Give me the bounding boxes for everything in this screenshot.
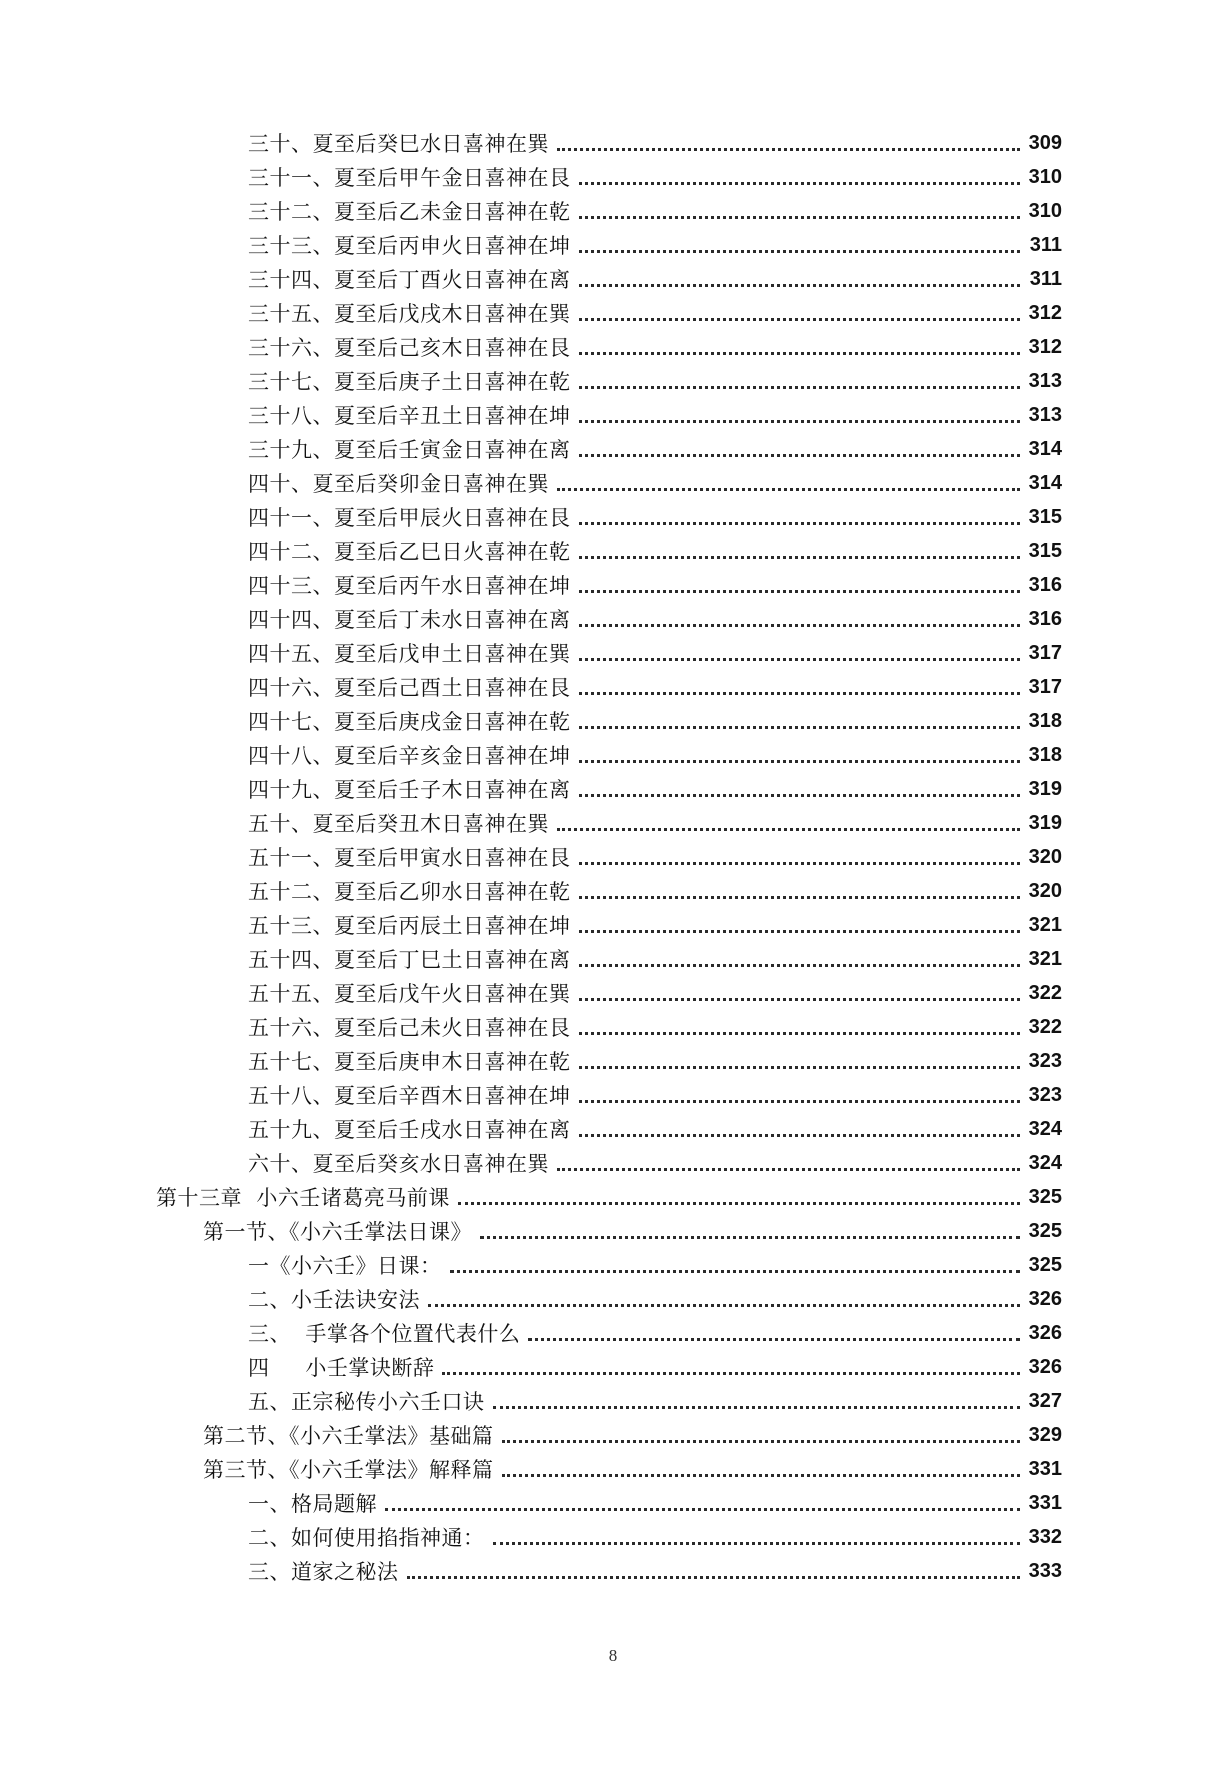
toc-entry-title: 五十七、夏至后庚申木日喜神在乾	[248, 1050, 571, 1074]
dot-leader	[557, 828, 1020, 831]
toc-entry[interactable]	[0, 262, 1226, 296]
toc-entry[interactable]	[0, 1486, 1226, 1520]
toc-entry-title: 四十三、夏至后丙午水日喜神在坤	[248, 574, 571, 598]
toc-entry-title: 三十八、夏至后辛丑土日喜神在坤	[248, 404, 571, 428]
toc-entry-page: 310	[1028, 165, 1062, 188]
dot-leader	[528, 1338, 1020, 1341]
toc-entry-title: 三十五、夏至后戊戌木日喜神在巽	[248, 302, 571, 326]
toc-entry-title: 二、如何使用掐指神通：	[248, 1526, 485, 1550]
toc-entry-page: 317	[1028, 641, 1062, 664]
dot-leader	[579, 216, 1021, 219]
toc-entry[interactable]	[0, 330, 1226, 364]
toc-entry-title: 五十八、夏至后辛酉木日喜神在坤	[248, 1084, 571, 1108]
dot-leader	[428, 1304, 1020, 1307]
toc-entry-page: 331	[1028, 1491, 1062, 1514]
dot-leader	[579, 930, 1021, 933]
dot-leader	[579, 454, 1021, 457]
toc-entry[interactable]	[0, 398, 1226, 432]
toc-entry[interactable]	[0, 1316, 1226, 1350]
dot-leader	[579, 250, 1021, 253]
toc-entry-title: 三十九、夏至后壬寅金日喜神在离	[248, 438, 571, 462]
toc-entry-title: 一《小六壬》日课：	[248, 1254, 442, 1278]
toc-entry-page: 321	[1028, 947, 1062, 970]
toc-entry[interactable]	[0, 636, 1226, 670]
toc-entry-page: 319	[1028, 811, 1062, 834]
toc-entry[interactable]	[0, 194, 1226, 228]
toc-entry-title: 三十四、夏至后丁酉火日喜神在离	[248, 268, 571, 292]
toc-entry-title: 五十二、夏至后乙卯水日喜神在乾	[248, 880, 571, 904]
toc-entry-page: 326	[1028, 1321, 1062, 1344]
toc-entry-title: 四十七、夏至后庚戌金日喜神在乾	[248, 710, 571, 734]
toc-entry-page: 320	[1028, 879, 1062, 902]
toc-entry[interactable]	[0, 1078, 1226, 1112]
toc-entry-title: 三十六、夏至后己亥木日喜神在艮	[248, 336, 571, 360]
toc-entry[interactable]	[0, 500, 1226, 534]
toc-entry-title: 三十一、夏至后甲午金日喜神在艮	[248, 166, 571, 190]
toc-entry[interactable]	[0, 908, 1226, 942]
toc-entry-page: 325	[1028, 1219, 1062, 1242]
toc-entry[interactable]	[0, 1180, 1226, 1214]
dot-leader	[385, 1508, 1020, 1511]
toc-entry-title: 第一节、《小六壬掌法日课》	[203, 1220, 472, 1244]
toc-entry[interactable]	[0, 1146, 1226, 1180]
toc-entry-title: 三十二、夏至后乙未金日喜神在乾	[248, 200, 571, 224]
toc-entry-title: 第二节、《小六壬掌法》基础篇	[203, 1424, 494, 1448]
toc-entry[interactable]	[0, 874, 1226, 908]
toc-entry[interactable]	[0, 1010, 1226, 1044]
toc-entry-page: 309	[1028, 131, 1062, 154]
toc-entry-title: 四十九、夏至后壬子木日喜神在离	[248, 778, 571, 802]
toc-entry-title: 四 小壬掌诀断辞	[248, 1356, 435, 1380]
dot-leader	[579, 760, 1021, 763]
toc-entry-page: 318	[1028, 709, 1062, 732]
toc-entry[interactable]	[0, 1112, 1226, 1146]
toc-entry-title: 五十、夏至后癸丑木日喜神在巽	[248, 812, 549, 836]
dot-leader	[579, 1032, 1021, 1035]
toc-entry-title: 三十七、夏至后庚子土日喜神在乾	[248, 370, 571, 394]
toc-entry-page: 312	[1028, 301, 1062, 324]
toc-entry-title: 四十、夏至后癸卯金日喜神在巽	[248, 472, 549, 496]
toc-entry-title: 三、道家之秘法	[248, 1560, 399, 1584]
dot-leader	[579, 964, 1021, 967]
toc-entry[interactable]	[0, 602, 1226, 636]
toc-entry[interactable]	[0, 1554, 1226, 1588]
toc-entry[interactable]	[0, 364, 1226, 398]
dot-leader	[579, 862, 1021, 865]
toc-entry-page: 325	[1028, 1253, 1062, 1276]
toc-entry-title: 五十一、夏至后甲寅水日喜神在艮	[248, 846, 571, 870]
dot-leader	[579, 590, 1021, 593]
dot-leader	[579, 1066, 1021, 1069]
dot-leader	[579, 896, 1021, 899]
table-of-contents	[0, 126, 1226, 1588]
toc-entry[interactable]	[0, 1248, 1226, 1282]
toc-entry-page: 317	[1028, 675, 1062, 698]
dot-leader	[502, 1474, 1021, 1477]
dot-leader	[493, 1406, 1021, 1409]
toc-entry-title: 四十二、夏至后乙巳日火喜神在乾	[248, 540, 571, 564]
toc-entry-page: 311	[1029, 233, 1062, 256]
toc-entry-page: 314	[1028, 437, 1062, 460]
toc-entry-title: 五、正宗秘传小六壬口诀	[248, 1390, 485, 1414]
toc-entry-title: 一、格局题解	[248, 1492, 377, 1516]
toc-entry[interactable]	[0, 1214, 1226, 1248]
toc-entry-page: 314	[1028, 471, 1062, 494]
toc-entry-title: 五十三、夏至后丙辰土日喜神在坤	[248, 914, 571, 938]
dot-leader	[579, 284, 1021, 287]
toc-entry-title: 六十、夏至后癸亥水日喜神在巽	[248, 1152, 549, 1176]
toc-entry[interactable]	[0, 1520, 1226, 1554]
dot-leader	[442, 1372, 1020, 1375]
toc-entry-title: 三、 手掌各个位置代表什么	[248, 1322, 521, 1346]
toc-entry[interactable]	[0, 126, 1226, 160]
dot-leader	[579, 726, 1021, 729]
toc-entry-title: 五十五、夏至后戊午火日喜神在巽	[248, 982, 571, 1006]
dot-leader	[579, 624, 1021, 627]
toc-entry-page: 331	[1028, 1457, 1062, 1480]
toc-entry[interactable]	[0, 840, 1226, 874]
dot-leader	[579, 692, 1021, 695]
toc-entry-title: 第十三章 小六壬诸葛亮马前课	[156, 1186, 450, 1210]
toc-entry-title: 三十、夏至后癸巳水日喜神在巽	[248, 132, 549, 156]
toc-entry[interactable]	[0, 976, 1226, 1010]
dot-leader	[502, 1440, 1021, 1443]
toc-entry[interactable]	[0, 738, 1226, 772]
toc-entry[interactable]	[0, 1350, 1226, 1384]
dot-leader	[493, 1542, 1021, 1545]
toc-entry[interactable]	[0, 228, 1226, 262]
dot-leader	[557, 1168, 1020, 1171]
dot-leader	[458, 1202, 1020, 1205]
toc-entry-page: 313	[1028, 403, 1062, 426]
toc-entry-title: 三十三、夏至后丙申火日喜神在坤	[248, 234, 571, 258]
toc-entry[interactable]	[0, 1384, 1226, 1418]
dot-leader	[579, 182, 1021, 185]
toc-entry-page: 327	[1028, 1389, 1062, 1412]
dot-leader	[579, 318, 1021, 321]
toc-entry-page: 322	[1028, 981, 1062, 1004]
toc-entry[interactable]	[0, 670, 1226, 704]
toc-entry-page: 329	[1028, 1423, 1062, 1446]
dot-leader	[579, 352, 1021, 355]
toc-entry[interactable]	[0, 806, 1226, 840]
dot-leader	[579, 658, 1021, 661]
dot-leader	[480, 1236, 1020, 1239]
toc-entry-page: 310	[1028, 199, 1062, 222]
toc-entry[interactable]	[0, 704, 1226, 738]
dot-leader	[579, 1134, 1021, 1137]
dot-leader	[407, 1576, 1021, 1579]
dot-leader	[579, 1100, 1021, 1103]
toc-entry-page: 316	[1028, 607, 1062, 630]
toc-entry-page: 315	[1028, 539, 1062, 562]
toc-entry[interactable]	[0, 432, 1226, 466]
toc-entry-page: 316	[1028, 573, 1062, 596]
toc-entry-page: 321	[1028, 913, 1062, 936]
dot-leader	[579, 386, 1021, 389]
toc-entry-page: 319	[1028, 777, 1062, 800]
toc-entry-page: 318	[1028, 743, 1062, 766]
toc-entry[interactable]	[0, 534, 1226, 568]
toc-entry[interactable]	[0, 1452, 1226, 1486]
toc-entry-page: 312	[1028, 335, 1062, 358]
toc-entry-title: 四十一、夏至后甲辰火日喜神在艮	[248, 506, 571, 530]
toc-entry[interactable]	[0, 942, 1226, 976]
dot-leader	[579, 522, 1021, 525]
toc-entry[interactable]	[0, 160, 1226, 194]
toc-entry-page: 325	[1028, 1185, 1062, 1208]
toc-entry-title: 四十六、夏至后己酉土日喜神在艮	[248, 676, 571, 700]
toc-entry-title: 第三节、《小六壬掌法》解释篇	[203, 1458, 494, 1482]
toc-entry-title: 五十四、夏至后丁巳土日喜神在离	[248, 948, 571, 972]
toc-entry-page: 326	[1028, 1287, 1062, 1310]
toc-entry[interactable]	[0, 1044, 1226, 1078]
toc-entry-title: 四十五、夏至后戊申土日喜神在巽	[248, 642, 571, 666]
toc-entry-page: 324	[1028, 1151, 1062, 1174]
dot-leader	[579, 794, 1021, 797]
toc-entry-page: 322	[1028, 1015, 1062, 1038]
toc-entry[interactable]	[0, 466, 1226, 500]
dot-leader	[557, 148, 1020, 151]
dot-leader	[579, 998, 1021, 1001]
dot-leader	[450, 1270, 1021, 1273]
toc-entry[interactable]	[0, 568, 1226, 602]
toc-entry-title: 二、小壬法诀安法	[248, 1288, 420, 1312]
toc-entry-title: 五十九、夏至后壬戌水日喜神在离	[248, 1118, 571, 1142]
toc-entry-page: 313	[1028, 369, 1062, 392]
toc-entry-page: 323	[1028, 1083, 1062, 1106]
toc-entry-page: 320	[1028, 845, 1062, 868]
toc-entry-title: 四十四、夏至后丁未水日喜神在离	[248, 608, 571, 632]
dot-leader	[557, 488, 1020, 491]
toc-entry-title: 四十八、夏至后辛亥金日喜神在坤	[248, 744, 571, 768]
toc-entry[interactable]	[0, 296, 1226, 330]
toc-entry-page: 315	[1028, 505, 1062, 528]
dot-leader	[579, 420, 1021, 423]
page-number: 8	[608, 1646, 618, 1665]
toc-entry-page: 323	[1028, 1049, 1062, 1072]
toc-entry[interactable]	[0, 1282, 1226, 1316]
dot-leader	[579, 556, 1021, 559]
toc-entry-page: 324	[1028, 1117, 1062, 1140]
toc-entry-page: 333	[1028, 1559, 1062, 1582]
toc-entry[interactable]	[0, 772, 1226, 806]
toc-entry[interactable]	[0, 1418, 1226, 1452]
toc-entry-page: 332	[1028, 1525, 1062, 1548]
toc-entry-page: 326	[1028, 1355, 1062, 1378]
toc-entry-page: 311	[1029, 267, 1062, 290]
toc-entry-title: 五十六、夏至后己未火日喜神在艮	[248, 1016, 571, 1040]
